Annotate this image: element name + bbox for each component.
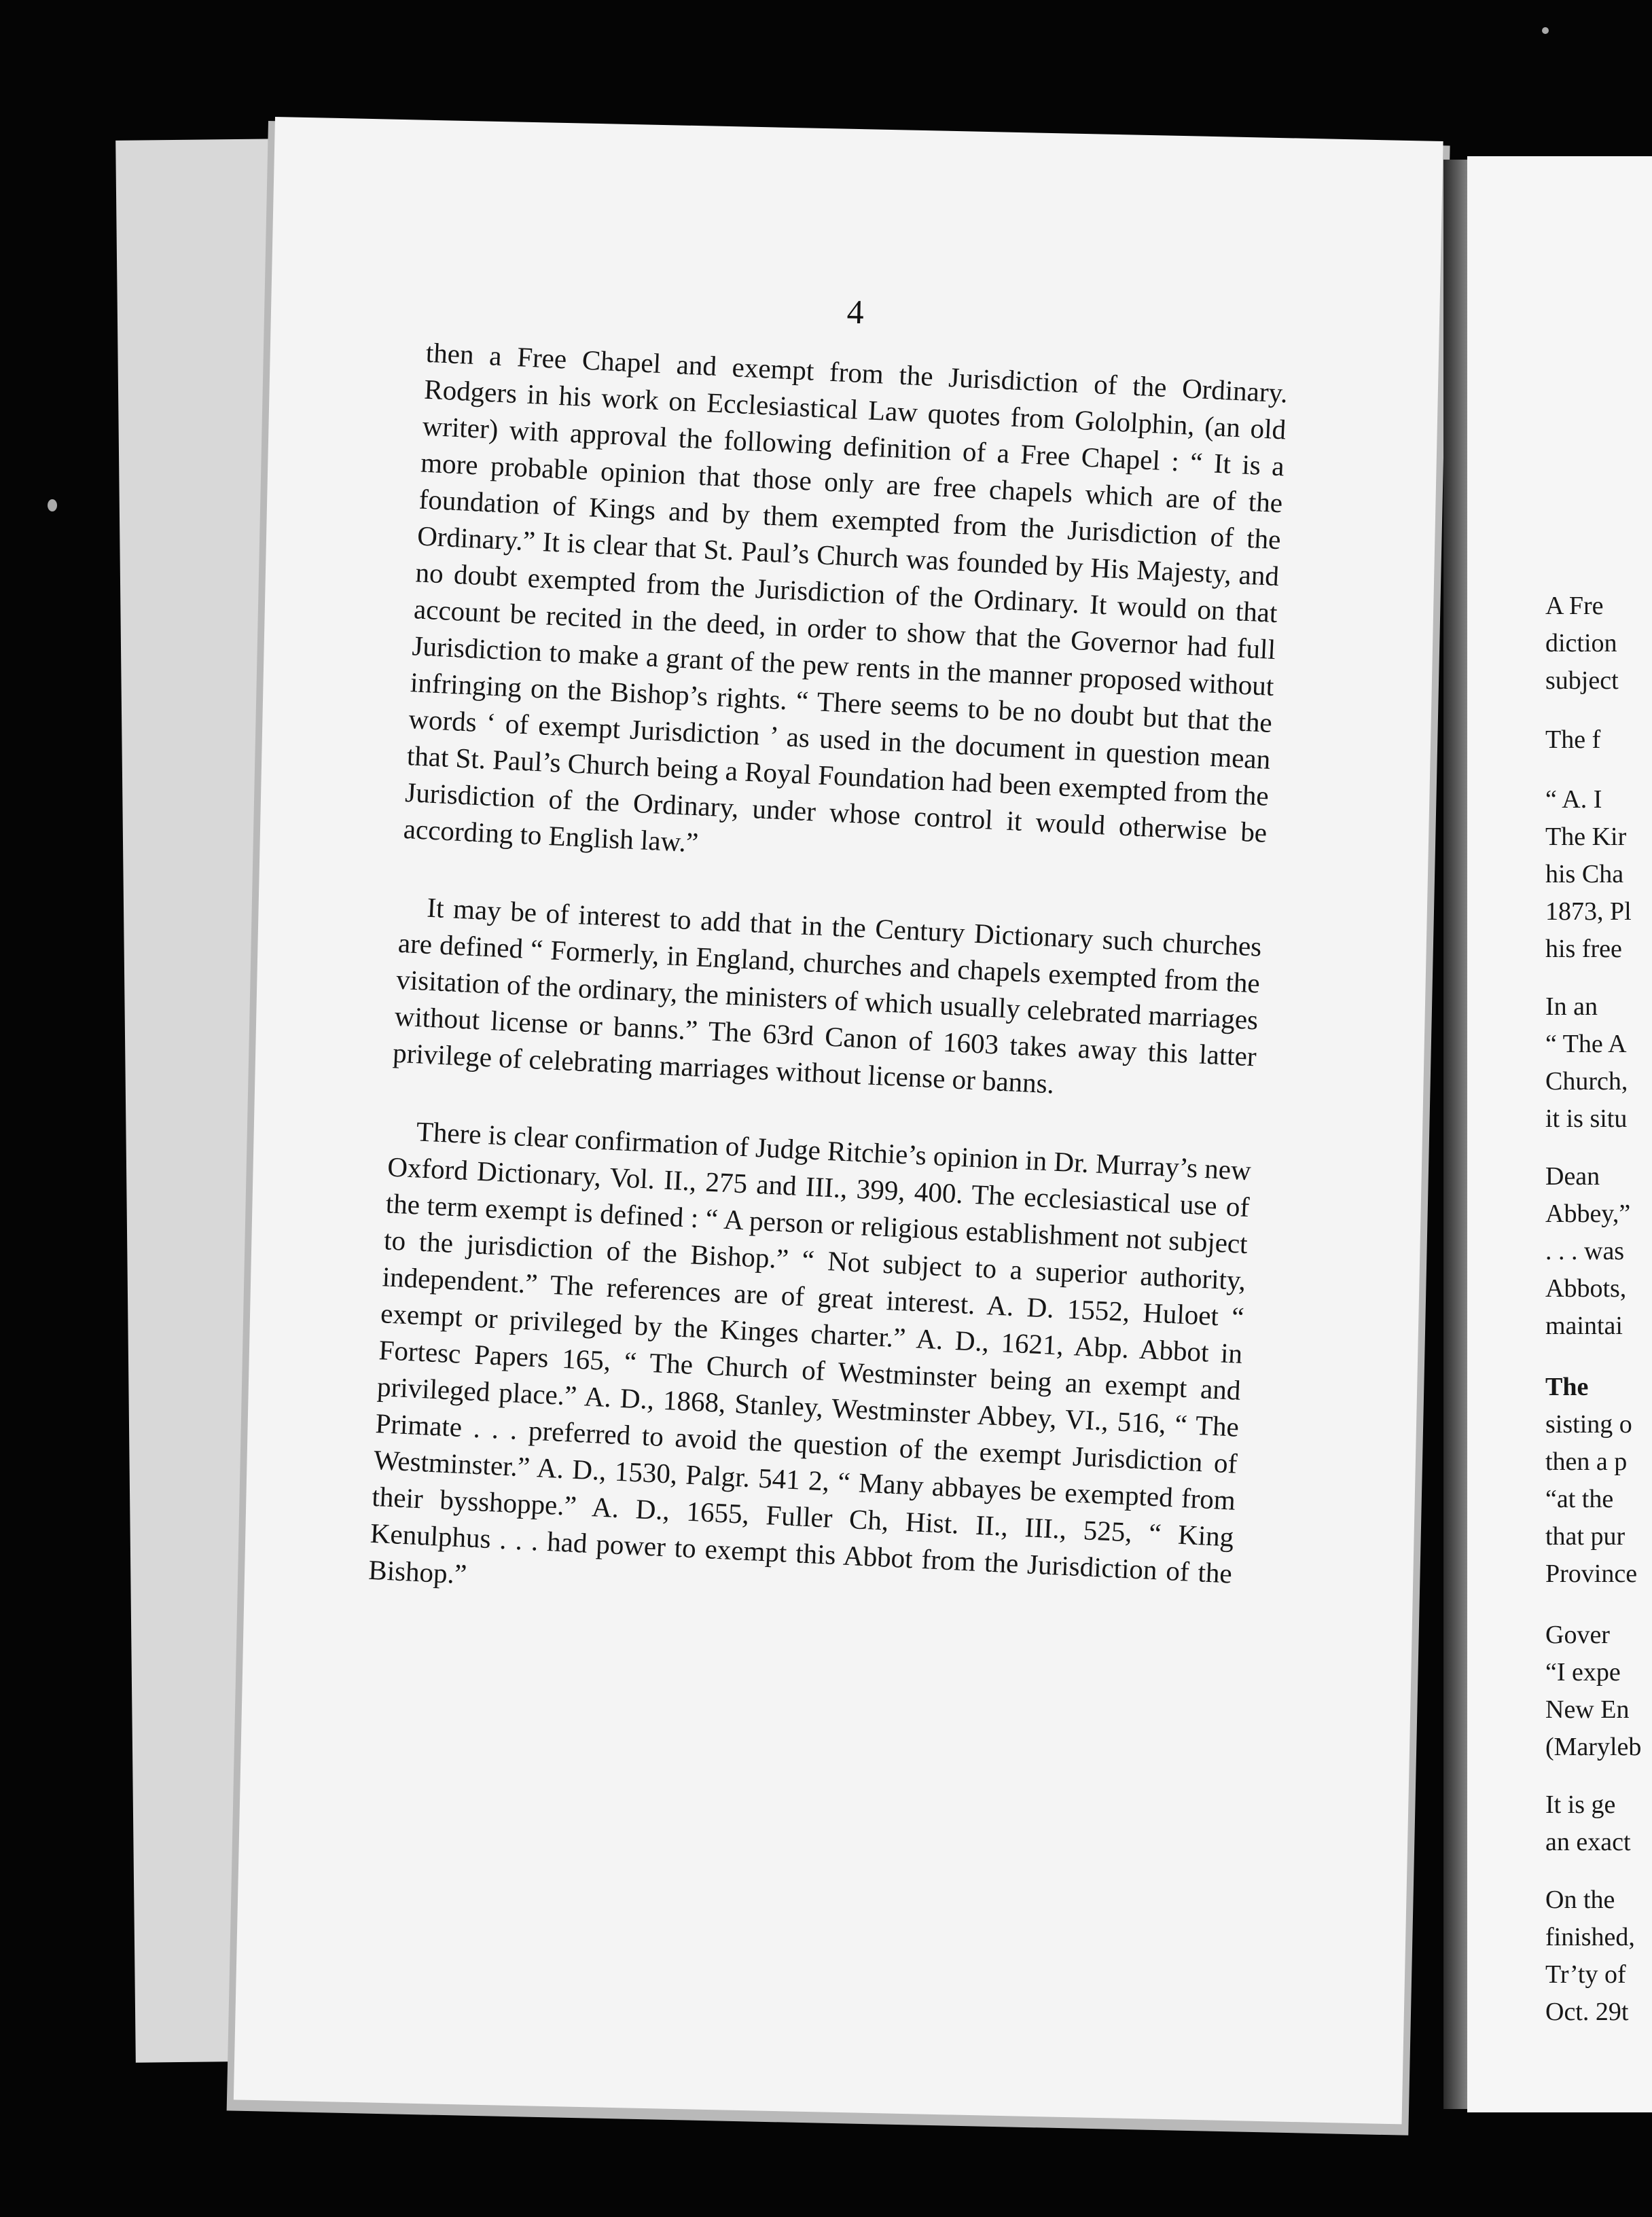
- body-text: [365, 334, 1288, 1670]
- right-line: subject: [1545, 666, 1619, 695]
- left-page: [234, 117, 1443, 2124]
- right-line: it is situ: [1545, 1104, 1628, 1133]
- dust-speck: [1542, 27, 1549, 34]
- right-line: “ The A: [1545, 1030, 1627, 1058]
- page-fold: [1443, 160, 1471, 2109]
- right-line: Dean: [1545, 1162, 1600, 1191]
- right-line: It is ge: [1545, 1790, 1616, 1819]
- right-line: The: [1545, 1373, 1589, 1401]
- right-line: his free: [1545, 935, 1622, 963]
- right-line: “I expe: [1545, 1658, 1621, 1687]
- right-line: then a p: [1545, 1447, 1628, 1476]
- right-line: . . . was: [1545, 1237, 1625, 1265]
- right-line: an exact: [1545, 1828, 1631, 1856]
- right-line: that pur: [1545, 1522, 1626, 1551]
- right-line: maintai: [1545, 1312, 1623, 1340]
- right-line: On the: [1545, 1886, 1615, 1914]
- right-line: Oct. 29t: [1545, 1998, 1629, 2026]
- right-line: (Maryleb: [1545, 1733, 1642, 1761]
- page-number: 4: [846, 292, 865, 331]
- right-line: “ A. I: [1545, 785, 1602, 814]
- paragraph-free-chapel: then a Free Chapel and exempt from the Jurisdiction of the Ordinary. Rodgers in his work on Ecclesiastical Law quotes from Gololphin, (an old writer) with approval the following definition of a Free Chapel : “ It is a more probable opinion that those only are free chapels which are of the foundation of Kings and by them exempted from the Jurisdiction of the Ordinary.” It is clear that St. Paul’s Church was founded by His Majesty, and no doubt exempted from the Jurisdiction of the Ordinary. It would on that account be recited in the deed, in order to show that the Governor had full Jurisdiction to make a grant of the pew rents in the manner proposed without infringing on the Bishop’s rights. “ There seems to be no doubt but that the words ‘ of exempt Jurisdiction ’ as used in the document in question mean that St. Paul’s Church being a Royal Foundation had been exempted from the Jurisdiction of the Ordinary, under whose control it would otherwise be according to English law.”: [402, 336, 1289, 859]
- right-line: Church,: [1545, 1067, 1628, 1096]
- right-line: sisting o: [1545, 1410, 1632, 1439]
- right-line: diction: [1545, 629, 1617, 657]
- right-line: The f: [1545, 725, 1601, 754]
- right-line: A Fre: [1545, 592, 1604, 620]
- right-line: “at the: [1545, 1485, 1614, 1513]
- paragraph-oxford-dictionary: There is clear confirmation of Judge Ritchie’s opinion in Dr. Murray’s new Oxford Dictionary, Vol. II., 275 and III., 399, 400. The ecclesiastical use of the term exempt is defined : “ A person or religious establishment not subject to the jurisdiction of the Bishop.” “ Not subject to a superior authority, independent.” The references are of great interest. A. D. 1552, Huloet “ exempt or privileged by the Kinges charter.” A. D., 1621, Abp. Abbot in Fortesc Papers 165, “ The Church of Westminster being an exempt and privileged place.” A. D., 1868, Stanley, Westminster Abbey, VI., 516, “ The Primate . . . preferred to avoid the question of the exempt Jurisdiction of Westminster.” A. D., 1530, Palgr. 541 2, “ Many abbayes be exempted from their bysshoppe.” A. D., 1655, Fuller Ch, Hist. II., III., 525, “ King Kenulphus . . . had power to exempt this Abbot from the Jurisdiction of the Bishop.”: [367, 1115, 1252, 1590]
- right-line: Gover: [1545, 1621, 1610, 1649]
- right-line: In an: [1545, 992, 1598, 1021]
- right-line: Abbots,: [1545, 1274, 1627, 1303]
- dust-speck: [48, 499, 57, 511]
- right-line: his Cha: [1545, 860, 1624, 888]
- right-line: Abbey,”: [1545, 1200, 1631, 1228]
- right-line: The Kir: [1545, 823, 1627, 851]
- paragraph-century-dictionary: It may be of interest to add that in the Century Dictionary such churches are defined “ Formerly, in England, churches and chapels exempted from the visitation of the ordinary, the ministers of which usually celebrated marriages without license or banns.” The 63rd Canon of 1603 takes away this latter privilege of celebrating marriages without license or banns.: [392, 891, 1263, 1100]
- right-line: New En: [1545, 1695, 1630, 1724]
- right-line: 1873, Pl: [1545, 897, 1632, 926]
- right-line: finished,: [1545, 1923, 1635, 1951]
- right-line: Tr’ty of: [1545, 1960, 1626, 1989]
- right-line: Province: [1545, 1560, 1638, 1588]
- right-page: [1467, 156, 1652, 2112]
